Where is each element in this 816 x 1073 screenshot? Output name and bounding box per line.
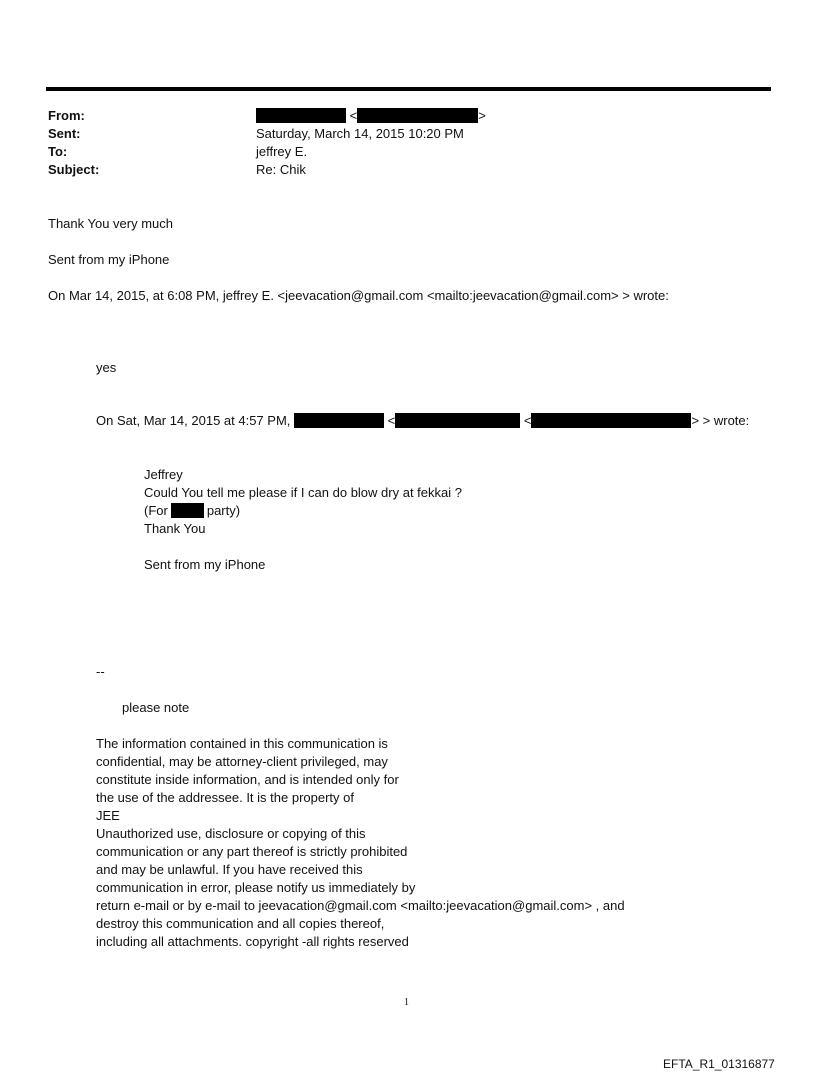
- header-rule: [46, 87, 771, 91]
- reply-line-1: Thank You very much: [48, 216, 174, 231]
- quoted-greeting: Jeffrey: [144, 467, 183, 482]
- redaction-box: [256, 108, 346, 123]
- from-label: From:: [48, 108, 85, 123]
- quote-attribution-1: On Mar 14, 2015, at 6:08 PM, jeffrey E. <jeevacation@gmail.com <mailto:jeevacation@gmail.com> > wrote:: [48, 288, 669, 303]
- disclaimer-line: the use of the addressee. It is the property of: [96, 790, 354, 805]
- disclaimer-line: constitute inside information, and is intended only for: [96, 772, 399, 787]
- disclaimer-line: Unauthorized use, disclosure or copying of this: [96, 826, 366, 841]
- disclaimer-line: and may be unlawful. If you have received this: [96, 862, 363, 877]
- from-value: [256, 107, 486, 125]
- attribution-prefix: On Sat, Mar 14, 2015 at 4:57 PM,: [96, 413, 291, 428]
- disclaimer-line: communication in error, please notify us immediately by: [96, 880, 416, 895]
- paren-close: party): [206, 503, 241, 518]
- quoted-paren-line: [144, 502, 240, 520]
- quoted-yes: yes: [96, 360, 117, 375]
- sent-label: Sent:: [48, 126, 81, 141]
- quoted-question: Could You tell me please if I can do blow dry at fekkai ?: [144, 485, 462, 500]
- redaction-box: [531, 413, 691, 428]
- subject-label: Subject:: [48, 162, 100, 177]
- from-lt: <: [349, 108, 358, 123]
- quote-attribution-2: [96, 412, 749, 430]
- page-number: 1: [404, 997, 409, 1008]
- disclaimer-line: destroy this communication and all copies thereof,: [96, 916, 385, 931]
- from-gt: >: [478, 108, 486, 123]
- bates-number: EFTA_R1_01316877: [663, 1057, 775, 1071]
- signature-separator: --: [96, 664, 105, 679]
- sent-value: Saturday, March 14, 2015 10:20 PM: [256, 126, 464, 141]
- disclaimer-line: JEE: [96, 808, 120, 823]
- reply-line-2: Sent from my iPhone: [48, 252, 170, 267]
- quoted-signature: Sent from my iPhone: [144, 557, 266, 572]
- disclaimer-line: return e-mail or by e-mail to jeevacation@gmail.com <mailto:jeevacation@gmail.com> , and: [96, 898, 625, 913]
- redaction-box: [395, 413, 520, 428]
- quoted-thanks: Thank You: [144, 521, 206, 536]
- disclaimer-line: communication or any part thereof is strictly prohibited: [96, 844, 408, 859]
- redaction-box: [294, 413, 384, 428]
- paren-open: (For: [144, 503, 168, 518]
- disclaimer-line: The information contained in this communication is: [96, 736, 388, 751]
- to-label: To:: [48, 144, 68, 159]
- redaction-box: [171, 503, 204, 518]
- disclaimer-line: including all attachments. copyright -all rights reserved: [96, 934, 409, 949]
- to-value: jeffrey E.: [256, 144, 308, 159]
- attribution-lt: <: [387, 413, 396, 428]
- disclaimer-line: confidential, may be attorney-client privileged, may: [96, 754, 388, 769]
- subject-value: Re: Chik: [256, 162, 306, 177]
- please-note: please note: [122, 700, 190, 715]
- attribution-suffix: > > wrote:: [691, 413, 750, 428]
- attribution-lt: <: [523, 413, 532, 428]
- redaction-box: [357, 108, 478, 123]
